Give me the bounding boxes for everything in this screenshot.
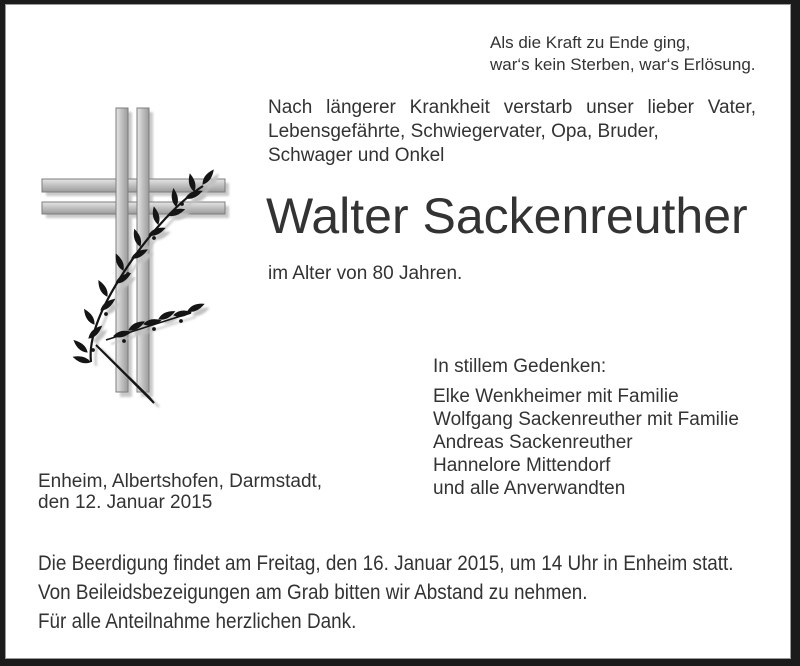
deceased-name: Walter Sackenreuther bbox=[266, 188, 748, 244]
epigraph-quote bbox=[490, 32, 756, 76]
announcement-line: Schwager und Onkel bbox=[268, 145, 445, 166]
announcement-line: Nach längerer Krankheit verstarb unser lieber Vater, bbox=[268, 97, 756, 118]
date-line: den 12. Januar 2015 bbox=[38, 492, 213, 513]
cross-icon bbox=[42, 108, 225, 392]
notice-content-area bbox=[5, 4, 791, 659]
funeral-info-block bbox=[38, 549, 794, 636]
mourner-name: Wolfgang Sackenreuther mit Familie bbox=[433, 409, 739, 430]
place-date-block bbox=[38, 471, 322, 513]
announcement-line: Lebensgefährte, Schwiegervater, Opa, Bruder, bbox=[268, 121, 659, 142]
funeral-line: Für alle Anteilnahme herzlichen Dank. bbox=[38, 610, 357, 633]
mourner-name: Andreas Sackenreuther bbox=[433, 432, 633, 453]
mourner-name: und alle Anverwandten bbox=[433, 478, 626, 499]
mourner-name: Elke Wenkheimer mit Familie bbox=[433, 386, 679, 407]
epigraph-line: Als die Kraft zu Ende ging, bbox=[490, 33, 691, 52]
mourners-block bbox=[433, 356, 739, 500]
age-line: im Alter von 80 Jahren. bbox=[268, 263, 463, 284]
place-line: Enheim, Albertshofen, Darmstadt, bbox=[38, 471, 323, 492]
announcement-paragraph bbox=[268, 96, 756, 168]
funeral-line: Die Beerdigung findet am Freitag, den 16. Januar 2015, um 14 Uhr in Enheim statt. bbox=[38, 552, 734, 575]
funeral-line: Von Beileidsbezeigungen am Grab bitten wir Abstand zu nehmen. bbox=[38, 581, 588, 604]
cross-and-laurel-graphic bbox=[36, 98, 248, 420]
epigraph-line: war‘s kein Sterben, war‘s Erlösung. bbox=[490, 55, 756, 74]
mourners-heading: In stillem Gedenken: bbox=[433, 356, 607, 377]
mourner-name: Hannelore Mittendorf bbox=[433, 455, 611, 476]
mourners-list bbox=[433, 385, 739, 500]
